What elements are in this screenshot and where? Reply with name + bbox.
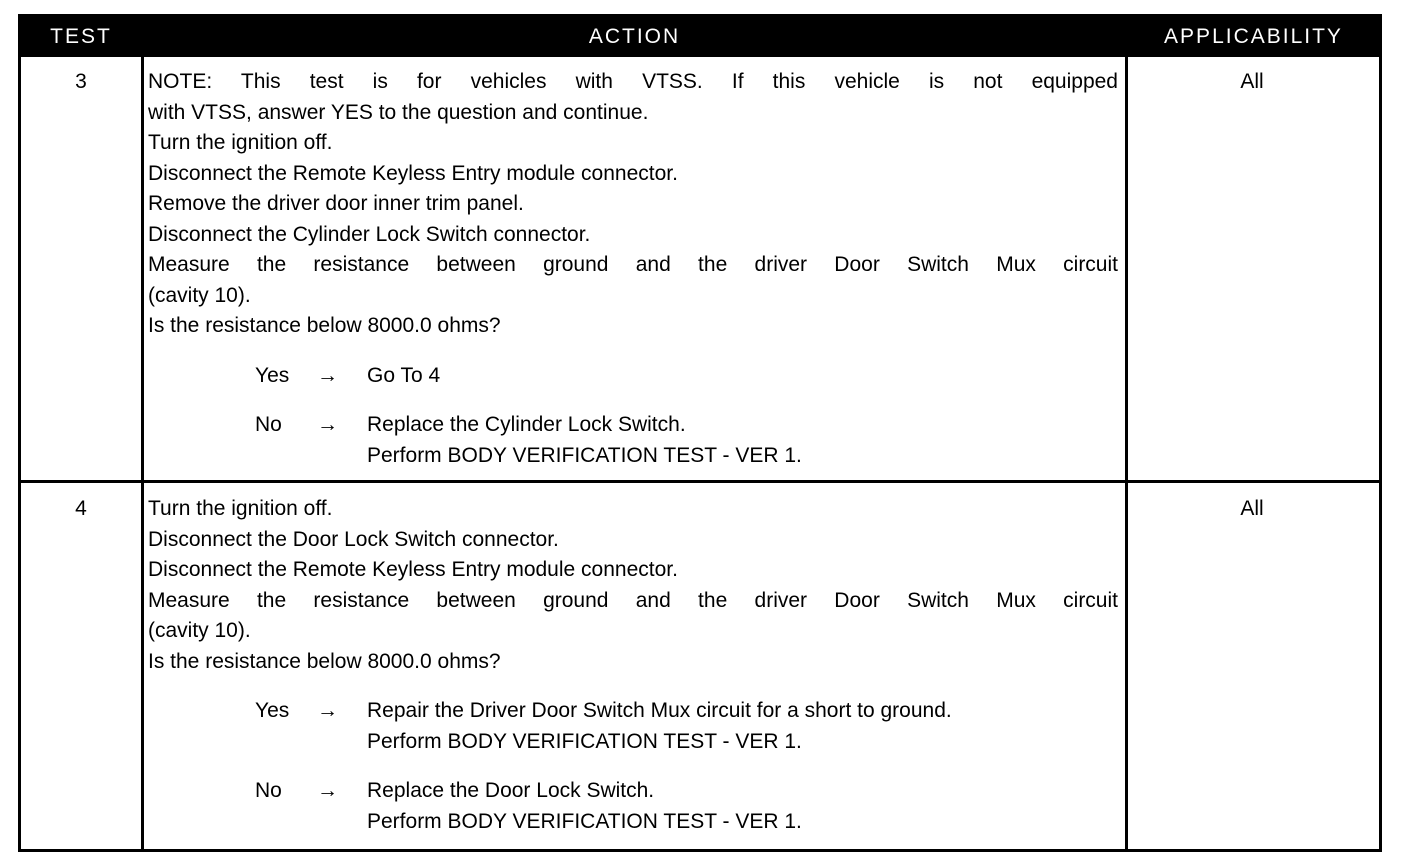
- no-action-text: Replace the Door Lock Switch.: [367, 779, 655, 802]
- row-divider: [21, 480, 1379, 483]
- no-label: No: [255, 413, 282, 436]
- header-action: ACTION: [588, 25, 681, 48]
- column-divider: [1125, 17, 1128, 849]
- action-cell: [148, 494, 1118, 837]
- action-line: Measure the resistance between ground and the driver Door Switch Mux circuit: [148, 253, 1118, 276]
- yes-action-text: Perform BODY VERIFICATION TEST - VER 1.: [367, 729, 802, 753]
- action-line: Measure the resistance between ground and the driver Door Switch Mux circuit: [148, 588, 1118, 612]
- action-line: Disconnect the Cylinder Lock Switch connector.: [148, 222, 591, 246]
- yes-label: Yes: [255, 699, 290, 722]
- action-line: with VTSS, answer YES to the question and continue.: [148, 100, 649, 124]
- no-action-text: Perform BODY VERIFICATION TEST - VER 1.: [367, 443, 802, 467]
- action-line: Turn the ignition off.: [148, 131, 333, 154]
- no-branch-continued: [148, 807, 1118, 838]
- column-divider: [141, 17, 144, 849]
- no-action-text: Replace the Cylinder Lock Switch.: [367, 413, 686, 436]
- no-branch: [148, 410, 1118, 441]
- action-line: Disconnect the Remote Keyless Entry module connector.: [148, 558, 678, 581]
- test-number: 3: [75, 70, 87, 93]
- action-line: NOTE: This test is for vehicles with VTSS. If this vehicle is not equipped: [148, 70, 1118, 93]
- action-cell: [148, 67, 1118, 471]
- no-branch-continued: [148, 441, 1118, 472]
- no-label: No: [255, 779, 282, 802]
- action-line: (cavity 10).: [148, 283, 251, 307]
- yes-action-text: Repair the Driver Door Switch Mux circuit for a short to ground.: [367, 699, 952, 722]
- action-line: Is the resistance below 8000.0 ohms?: [148, 649, 501, 673]
- table-header: [21, 17, 1379, 57]
- action-line: (cavity 10).: [148, 619, 251, 642]
- arrow-right-icon: →: [317, 363, 338, 387]
- action-line: Disconnect the Remote Keyless Entry module connector.: [148, 161, 678, 185]
- arrow-right-icon: →: [317, 779, 338, 802]
- test-number: 4: [75, 497, 87, 520]
- action-line: Remove the driver door inner trim panel.: [148, 192, 524, 215]
- no-branch: [148, 776, 1118, 807]
- yes-action-text: Go To 4: [367, 363, 441, 387]
- header-test: TEST: [50, 25, 112, 48]
- applicability-value: All: [1240, 497, 1264, 520]
- yes-branch-continued: [148, 727, 1118, 758]
- applicability-value: All: [1240, 70, 1264, 93]
- diagnostic-table: [18, 14, 1382, 852]
- arrow-right-icon: →: [317, 699, 338, 722]
- action-line: Is the resistance below 8000.0 ohms?: [148, 314, 501, 337]
- yes-label: Yes: [255, 363, 290, 387]
- arrow-right-icon: →: [317, 413, 338, 436]
- action-line: Disconnect the Door Lock Switch connector.: [148, 527, 559, 551]
- action-line: Turn the ignition off.: [148, 497, 333, 520]
- yes-branch: [148, 361, 1118, 392]
- yes-branch: [148, 696, 1118, 727]
- no-action-text: Perform BODY VERIFICATION TEST - VER 1.: [367, 809, 802, 833]
- header-applicability: APPLICABILITY: [1164, 25, 1343, 48]
